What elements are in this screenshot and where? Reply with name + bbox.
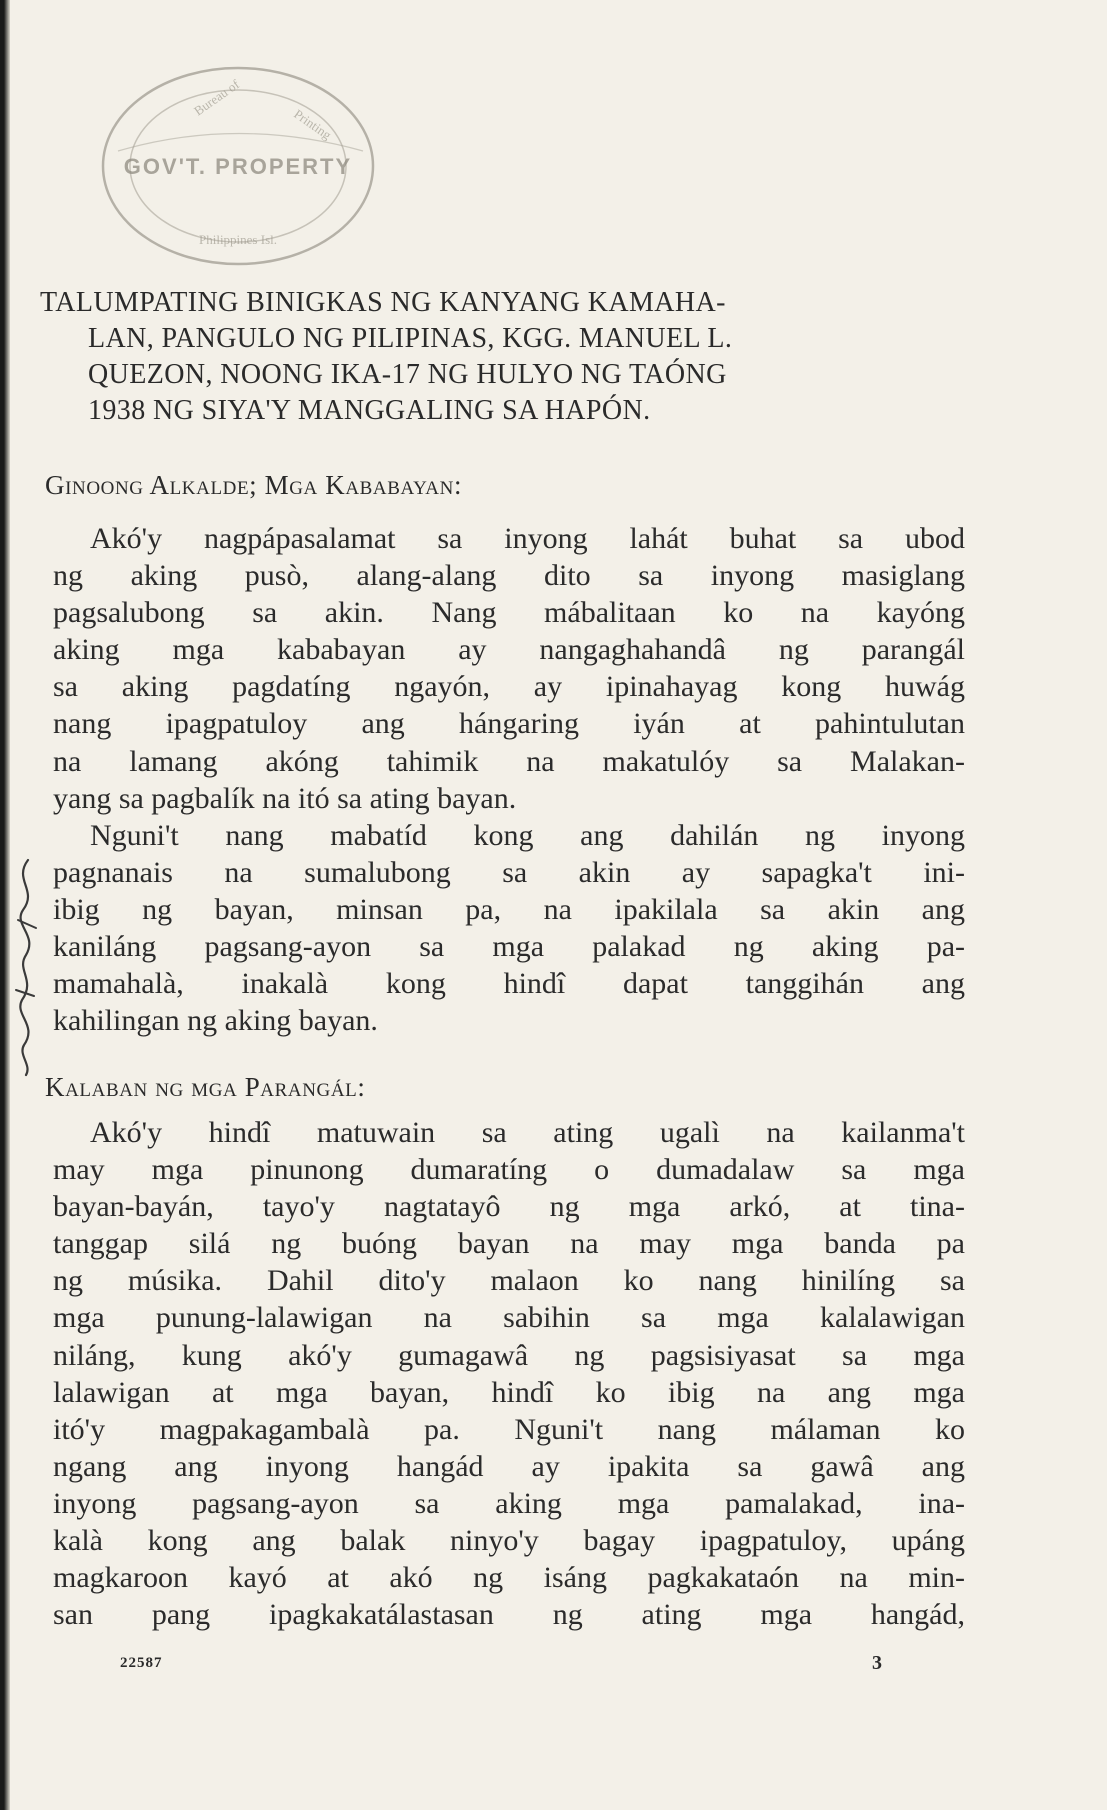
text-line: ng aking pusò, alang-alang dito sa inyong masiglang — [53, 559, 965, 593]
text-line: lalawigan at mga bayan, hindî ko ibig na ang mga — [53, 1375, 965, 1409]
text-line: ng músika. Dahil dito'y malaon ko nang hinilíng sa — [53, 1264, 965, 1298]
text-line: kalà kong ang balak ninyo'y bagay ipagpatuloy, upáng — [53, 1524, 965, 1558]
text-line: sa aking pagdatíng ngayón, ay ipinahayag kong huwág — [53, 670, 965, 704]
text-line: kahilingan ng aking bayan. — [53, 1004, 378, 1038]
text-line: may mga pinunong dumaratíng o dumadalaw sa mga — [53, 1153, 965, 1187]
text-line: pagsalubong sa akin. Nang mábalitaan ko na kayóng — [53, 596, 965, 630]
paragraph — [53, 520, 965, 817]
text-line: ngang ang inyong hangád ay ipakita sa gawâ ang — [53, 1449, 965, 1483]
text-line: kaniláng pagsang-ayon sa mga palakad ng aking pa- — [53, 930, 965, 964]
text-line: mamahalà, inakalà kong hindî dapat tanggihán ang — [53, 967, 965, 1001]
paragraph — [53, 817, 965, 1040]
page-number: 3 — [872, 1652, 882, 1674]
salutation-heading: Kalaban ng mga Parangál: — [45, 1072, 366, 1102]
paragraph — [53, 1114, 965, 1633]
text-line: bayan-bayán, tayo'y nagtatayô ng mga arkó, at tina- — [53, 1190, 965, 1224]
text-line: na lamang akóng tahimik na makatulóy sa Malakan- — [53, 744, 965, 778]
text-line: inyong pagsang-ayon sa aking mga pamalakad, ina- — [53, 1486, 965, 1520]
text-line: tanggap silá ng buóng bayan na may mga banda pa — [53, 1227, 965, 1261]
text-line: magkaroon kayó at akó ng isáng pagkakataón na min- — [53, 1561, 965, 1595]
handwritten-margin-note — [8, 850, 48, 1080]
text-line: aking mga kababayan ay nangaghahandâ ng parangál — [53, 633, 965, 667]
text-line: yang sa pagbalík na itó sa ating bayan. — [53, 781, 517, 815]
handwriting-icon — [8, 850, 48, 1080]
text-line: Akó'y hindî matuwain sa ating ugalì na kailanma't — [90, 1116, 965, 1149]
text-line: pagnanais na sumalubong sa akin ay sapagka't ini- — [53, 856, 965, 890]
speech-title — [40, 285, 965, 429]
text-line: niláng, kung akó'y gumagawâ ng pagsisiyasat sa mga — [53, 1338, 965, 1372]
text-line: mga punung-lalawigan na sabihin sa mga kalalawigan — [53, 1301, 965, 1335]
text-line: nang ipagpatuloy ang hángaring iyán at pahintulutan — [53, 707, 965, 741]
title-line: LAN, PANGULO NG PILIPINAS, KGG. MANUEL L. — [88, 323, 733, 354]
svg-text:GOV'T. PROPERTY: GOV'T. PROPERTY — [123, 154, 353, 179]
text-line: san pang ipagkakatálastasan ng ating mga hangád, — [53, 1598, 965, 1632]
text-line: itó'y magpakagambalà pa. Nguni't nang málaman ko — [53, 1412, 965, 1446]
text-line: Nguni't nang mabatíd kong ang dahilán ng inyong — [90, 819, 965, 852]
title-line: TALUMPATING BINIGKAS NG KANYANG KAMAHA- — [40, 287, 726, 318]
property-stamp — [88, 56, 378, 276]
text-line: Akó'y nagpápasalamat sa inyong lahát buhat sa ubod — [90, 522, 965, 555]
salutation-heading: Ginoong Alkalde; Mga Kababayan: — [45, 470, 463, 500]
svg-text:Philippines Isl.: Philippines Isl. — [198, 232, 278, 247]
print-code: 22587 — [120, 1655, 163, 1671]
stamp-seal-icon — [88, 56, 378, 276]
title-line: 1938 NG SIYA'Y MANGGALING SA HAPÓN. — [88, 395, 651, 426]
title-line: QUEZON, NOONG IKA-17 NG HULYO NG TAÓNG — [88, 359, 727, 390]
svg-text:Printing: Printing — [291, 106, 335, 143]
text-line: ibig ng bayan, minsan pa, na ipakilala sa akin ang — [53, 893, 965, 927]
svg-text:Bureau of: Bureau of — [191, 76, 243, 119]
